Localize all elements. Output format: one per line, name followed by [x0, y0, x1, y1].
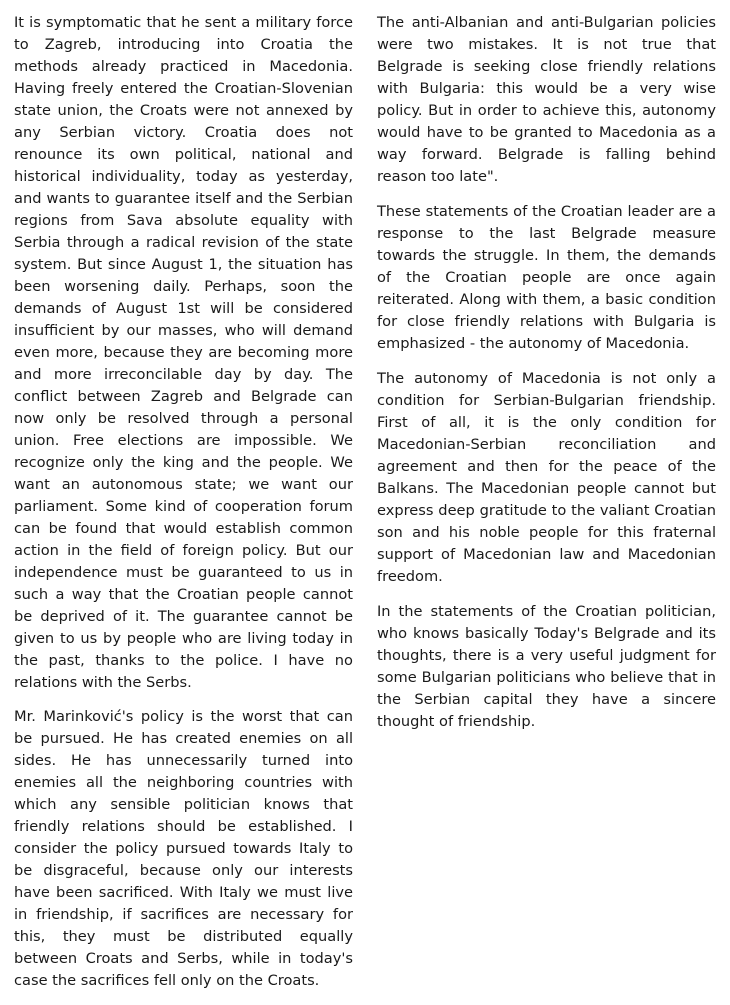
paragraph: The autonomy of Macedonia is not only a condition for Serbian-Bulgarian friendship. First of all, it is the only condition for Macedonian-Serbian reconciliation and agreement and then for the peace of the Balkans. The Macedonian people cannot but express deep gratitude to the valiant Croatian son and his noble people for this fraternal support of Macedonian law and Macedonian freedom. — [377, 370, 716, 585]
paragraph: In the statements of the Croatian politician, who knows basically Today's Belgrade and its thoughts, there is a very useful judgment for some Bulgarian politicians who believe that in the Serbian capital they have a sincere thought of friendship. — [377, 603, 716, 730]
paragraph: The anti-Albanian and anti-Bulgarian policies were two mistakes. It is not true that Belgrade is seeking close friendly relations with Bulgaria: this would be a very wise policy. But in order to achieve this, autonomy would have to be granted to Macedonia as a way forward. Belgrade is falling behind reason too late". — [377, 14, 716, 185]
paragraph: It is symptomatic that he sent a military force to Zagreb, introducing into Croatia the methods already practiced in Macedonia. Having freely entered the Croatian-Slovenian state union, the Croats were not annexed by any Serbian victory. Croatia does not renounce its own political, national and historical individuality, today as yesterday, and wants to guarantee itself and the Serbian regions from Sava absolute equality with Serbia through a radical revision of the state system. But since August 1, the situation has been worsening daily. Perhaps, soon the demands of August 1st will be considered insufficient by our masses, who will demand even more, because they are becoming more and more irreconcilable day by day. The conflict between Zagreb and Belgrade can now only be resolved through a personal union. Free elections are impossible. We recognize only the king and the people. We want an autonomous state; we want our parliament. Some kind of cooperation forum can be found that would establish common action in the field of foreign policy. But our independence must be guaranteed to us in such a way that the Croatian people cannot be deprived of it. The guarantee cannot be given to us by people who are living today in the past, thanks to the police. I have no relations with the Serbs. — [14, 14, 353, 691]
right-text-column — [377, 12, 716, 746]
left-text-column — [14, 12, 353, 1005]
paragraph: Mr. Marinković's policy is the worst that can be pursued. He has created enemies on all sides. He has unnecessarily turned into enemies all the neighboring countries with which any sensible politician knows that friendly relations should be established. I consider the policy pursued towards Italy to be disgraceful, because only our interests have been sacrificed. With Italy we must live in friendship, if sacrifices are necessary for this, they must be distributed equally between Croats and Serbs, while in today's case the sacrifices fell only on the Croats. — [14, 708, 353, 989]
paragraph: These statements of the Croatian leader are a response to the last Belgrade measure towards the struggle. In them, the demands of the Croatian people are once again reiterated. Along with them, a basic condition for close friendly relations with Bulgaria is emphasized - the autonomy of Macedonia. — [377, 203, 716, 352]
